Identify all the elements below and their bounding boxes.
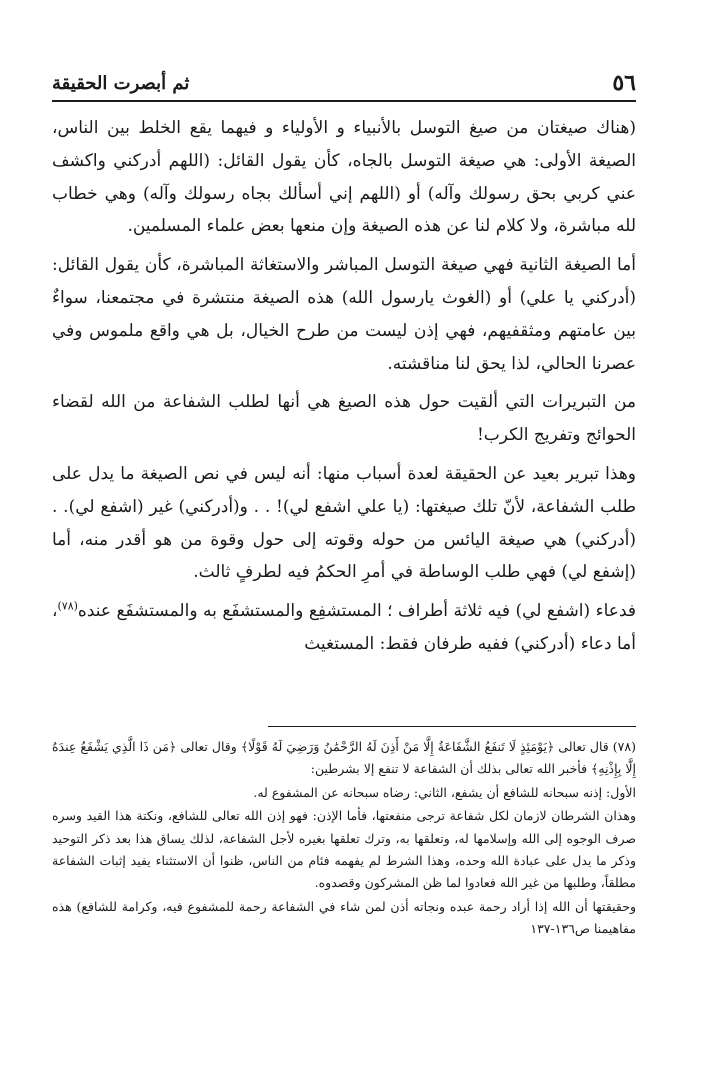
- footnotes: [52, 736, 636, 941]
- page-number: ٥٦: [612, 70, 636, 96]
- paragraph-text: فدعاء (اشفع لي) فيه ثلاثة أطراف ؛ المستشفِع والمستشفَع به والمستشفَع عنده: [77, 601, 636, 622]
- paragraph: [52, 595, 636, 661]
- footnote-line: (٧٨) قال تعالى ﴿يَوْمَئِذٍ لَا تَنفَعُ الشَّفَاعَةُ إِلَّا مَنْ أَذِنَ لَهُ الرَّحْمَٰنُ وَرَضِيَ لَهُ قَوْلًا﴾ وقال تعالى ﴿مَن ذَا الَّذِي يَشْفَعُ عِندَهُ إِلَّا بِإِذْنِهِ﴾ فأخبر الله تعالى بذلك أن الشفاعة لا تنفع إلا بشرطين:: [52, 739, 636, 777]
- footnote-separator: [268, 726, 636, 727]
- paragraph: أما الصيغة الثانية فهي صيغة التوسل المباشر والاستغاثة المباشرة، كأن يقول القائل: (أدركني يا علي) أو (الغوث يارسول الله) هذه الصيغة منتشرة في مجتمعنا، سواءٌ بين عامتهم ومثقفيهم، فهي إذن ليست من طرح الخيال، بل هي واقع ملموس وفي عصرنا الحالي، لذا يحق لنا مناقشته.: [52, 255, 636, 374]
- paragraph: من التبريرات التي ألقيت حول هذه الصيغ هي أنها لطلب الشفاعة من الله لقضاء الحوائج وتفريج الكرب!: [52, 392, 636, 446]
- footnote-line: وحقيقتها أن الله إذا أراد رحمة عبده ونجاته أذن لمن شاء في الشفاعة رحمة للمشفوع فيه، وكرامة للشافع) هذه مفاهيمنا ص١٣٦-١٣٧: [52, 898, 636, 937]
- paragraph: وهذا تبرير بعيد عن الحقيقة لعدة أسباب منها: أنه ليس في نص الصيغة ما يدل على طلب الشفاعة، لأنّ تلك صيغتها: (يا علي اشفع لي)! . . و(أدركني) غير (اشفع لي). . (أدركني) هي صيغة اليائس من حوله وقوته إلى حول وقوة من هو أقدر منه، أما (إشفع لي) فهي طلب الوساطة في أمرِ الحكمُ فيه لطرفٍ ثالث.: [52, 463, 636, 583]
- footnote-line: وهذان الشرطان لازمان لكل شفاعة ترجى منفعتها، فأما الإذن: فهو إذن الله تعالى للشافع، ونكتة هذا القيد وسره صرف الوجوه إلى الله وإسلامها له، وتعلقها به، وترك تعلقها بغيره لأجل الشفاعة، لذلك يساق هذا بعد ذكر التوحيد وذكر ما يدل على عبادة الله وحده، وهذا الشرط لم يفهمه فئام من الناس، ظنوا أن الاستثناء يفيد إثبات الشفاعة مطلقاً، وطلبها من غير الله فعادوا لما ظن المشركون وقصدوه.: [52, 808, 636, 891]
- body-text: [52, 112, 636, 667]
- footnote-reference[interactable]: (٧٨): [57, 599, 78, 613]
- footnote-line: الأول: إذنه سبحانه للشافع أن يشفع، الثاني: رضاه سبحانه عن المشفوع له.: [253, 784, 636, 800]
- paragraph-text: ، أما دعاء (أدركني) ففيه طرفان فقط: المستغيث: [52, 601, 636, 654]
- paragraph: (هناك صيغتان من صيغ التوسل بالأنبياء و الأولياء و فيهما يقع الخلط بين الناس، الصيغة الأولى: هي صيغة التوسل بالجاه، كأن يقول القائل: (اللهم أدركني واكشف عني كربي بحق رسولك وآله) أو (اللهم إني أسألك بجاه رسولك وآله) وهي خطاب لله مباشرة، ولا كلام لنا عن هذه الصيغة وإن منعها بعض علماء المسلمين.: [52, 118, 636, 237]
- page-header: [52, 64, 636, 102]
- running-title: ثم أبصرت الحقيقة: [52, 73, 190, 94]
